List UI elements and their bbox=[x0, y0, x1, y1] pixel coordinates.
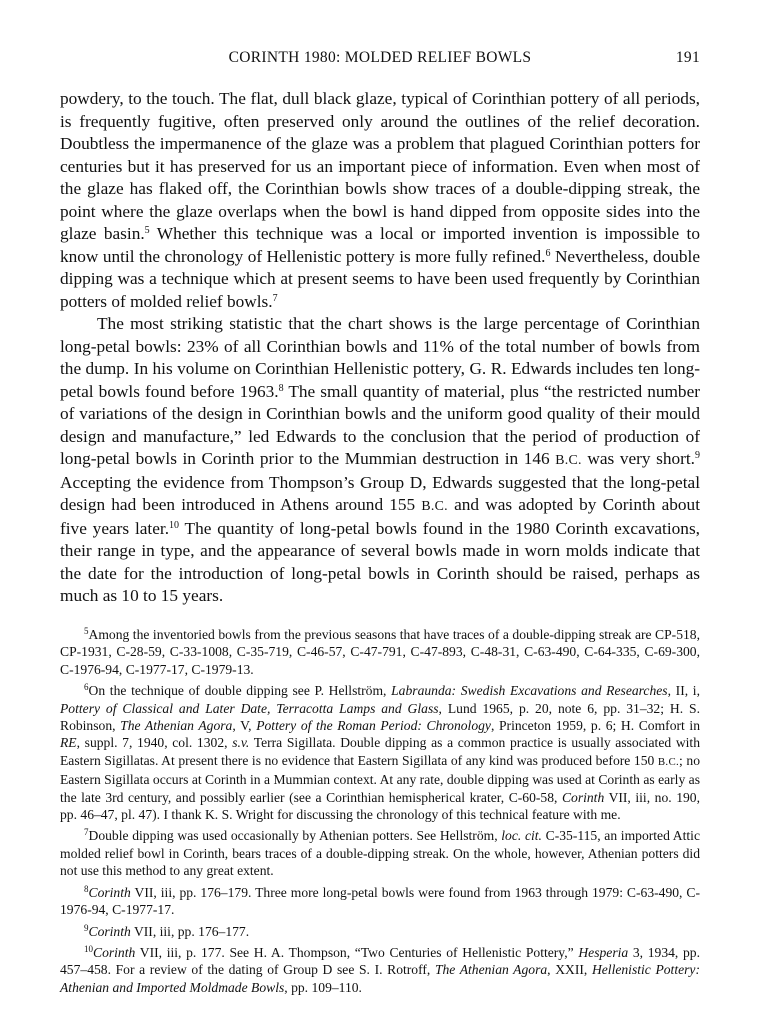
page-number: 191 bbox=[675, 49, 700, 66]
italic-abbrev: loc. cit. bbox=[501, 828, 542, 844]
italic-title: Corinth bbox=[88, 923, 131, 939]
footnote-10 bbox=[60, 944, 700, 996]
paragraph-1 bbox=[60, 88, 700, 313]
footnote-ref-7: 7 bbox=[272, 292, 278, 304]
footnotes bbox=[60, 626, 700, 1000]
footnote-number: 9 bbox=[84, 922, 89, 933]
footnote-text: Double dipping was used occasionally by Athenian potters. See Hellström, bbox=[88, 828, 502, 844]
footnote-text: VII, iii, pp. 176–177. bbox=[130, 923, 250, 939]
italic-title: Hesperia bbox=[578, 944, 629, 960]
footnote-text: , V, bbox=[232, 718, 257, 734]
footnote-number: 5 bbox=[84, 626, 89, 636]
footnote-text: VII, iii, p. 177. See H. A. Thompson, “Two Centuries of Hellenistic Pottery,” bbox=[135, 944, 579, 960]
footnote-text: , Lund 1965, p. 20, note 6, pp. 31–32; H. S. Robinson, bbox=[60, 700, 700, 734]
paragraph-2-text-c: was very short. bbox=[581, 449, 695, 468]
footnote-text: , XXII, bbox=[547, 962, 592, 978]
italic-title: Corinth bbox=[561, 789, 605, 805]
era-abbrev: B.C. bbox=[657, 755, 680, 768]
paragraph-2-text-d: Accepting the evidence from Thompson’s Group D, Edwards suggested that the long-petal design had been introduced in Athens around 155 bbox=[60, 472, 700, 514]
italic-title: Pottery of Classical and Later Date, Terracotta Lamps and Glass bbox=[60, 700, 439, 716]
footnote-number: 10 bbox=[84, 943, 93, 954]
footnote-text: , Princeton 1959, p. 6; H. Comfort in bbox=[490, 718, 700, 734]
footnote-text: On the technique of double dipping see P. Hellström, bbox=[88, 683, 392, 699]
paragraph-2 bbox=[60, 313, 700, 608]
footnote-text: VII, iii, pp. 176–179. Three more long-petal bowls were found from 1963 through 1979: C-63-490, C-1976-94, C-1977-17. bbox=[60, 884, 700, 918]
footnote-ref-6: 6 bbox=[545, 247, 551, 259]
era-abbrev: B.C. bbox=[555, 452, 582, 467]
paragraph-1-text-b: Whether this technique was a local or imported invention is impossible to know until the chronology of Hellenistic pottery is more fully refined. bbox=[60, 224, 700, 266]
footnote-6 bbox=[60, 682, 700, 823]
italic-title: Labraunda: Swedish Excavations and Researches bbox=[391, 683, 668, 699]
footnote-ref-8: 8 bbox=[278, 382, 284, 394]
running-header bbox=[60, 49, 700, 71]
paragraph-2-text-e: and was adopted by Corinth about five years later. bbox=[60, 495, 700, 538]
footnote-5 bbox=[60, 626, 700, 678]
footnote-9 bbox=[60, 923, 700, 940]
italic-title: Corinth bbox=[88, 884, 131, 900]
footnote-8 bbox=[60, 884, 700, 919]
paragraph-1-text-a: powdery, to the touch. The flat, dull black glaze, typical of Corinthian pottery of all periods, is frequently fugitive, often preserved only around the outlines of the relief decoration. Doubtless the impermanence of the glaze was a problem that plagued Corinthian potters for centuries but it has preserved for us an important piece of information. Even when most of the glaze has flaked off, the Corinthian bowls show traces of a double-dipping streak, the point where the glaze overlaps when the bowl is hand dipped from opposite sides into the glaze basin. bbox=[60, 89, 700, 243]
italic-title: The Athenian Agora bbox=[120, 718, 233, 734]
footnote-text: 3, 1934, pp. 457–458. For a review of the dating of Group D see S. I. Rotroff, bbox=[60, 944, 701, 978]
era-abbrev: B.C. bbox=[421, 498, 448, 513]
paragraph-1-text-c: Nevertheless, double dipping was a technique which at present seems to have been used frequently by Corinthian potters of molded relief bowls. bbox=[60, 246, 700, 311]
footnote-ref-5: 5 bbox=[144, 225, 150, 236]
italic-title: The Athenian Agora bbox=[434, 962, 548, 978]
footnote-text: , pp. 109–110. bbox=[284, 979, 362, 995]
italic-title: Hellenistic Pottery: Athenian and Imported Moldmade Bowls bbox=[60, 962, 700, 995]
footnote-7 bbox=[60, 827, 700, 879]
paragraph-2-text-b: The small quantity of material, plus “the restricted number of variations of the design in Corinthian bowls and the uniform good quality of their mould design and manufacture,” led Edwards to the conclusion that the period of production of long-petal bowls in Corinth prior to the Mummian destruction in 146 bbox=[60, 381, 700, 468]
footnote-text: Among the inventoried bowls from the previous seasons that have traces of a double-dipping streak are CP-518, CP-1931, C-28-59, C-33-1008, C-35-719, C-46-57, C-47-791, C-47-893, C-48-31, C-63-490, C-64-335, C-69-300, C-1976-94, C-1977-17, C-1979-13. bbox=[60, 627, 700, 677]
italic-title: Corinth bbox=[93, 944, 136, 960]
footnote-ref-9: 9 bbox=[695, 450, 700, 461]
footnote-number: 6 bbox=[84, 682, 89, 693]
footnote-number: 7 bbox=[84, 827, 89, 838]
footnote-text: Terra Sigillata. Double dipping as a common practice is usually associated with Eastern Sigillatas. At present there is no evidence that Eastern Sigillata of any kind was produced before 150 bbox=[60, 735, 700, 768]
italic-abbrev: s.v. bbox=[232, 735, 250, 751]
main-text bbox=[60, 88, 700, 608]
footnote-text: ; no Eastern Sigillata occurs at Corinth in a Mummian context. At any rate, double dipping was used at Corinth as early as the late 3rd century, and possibly earlier (see a Corinthian hemispherical krater, C-60-58, bbox=[60, 752, 700, 805]
footnote-ref-10: 10 bbox=[169, 519, 180, 531]
footnote-text: C-35-115, an imported Attic molded relief bowl in Corinth, bears traces of a double-dipping streak. On the whole, however, Athenian potters did not use this method to any great extent. bbox=[60, 828, 700, 879]
italic-title: RE bbox=[60, 735, 77, 751]
paragraph-2-text-f: The quantity of long-petal bowls found in the 1980 Corinth excavations, their range in type, and the appearance of several bowls made in worn molds indicate that the date for the introduction of long-petal bowls in Corinth should be raised, perhaps as much as 10 to 15 years. bbox=[60, 518, 700, 605]
footnote-text: , II, i, bbox=[667, 683, 700, 699]
footnote-number: 8 bbox=[84, 883, 89, 894]
italic-title: Pottery of the Roman Period: Chronology bbox=[256, 718, 491, 734]
paragraph-2-text-a: The most striking statistic that the chart shows is the large percentage of Corinthian long-petal bowls: 23% of all Corinthian bowls and 11% of the total number of bowls from the dump. In his volume on Corinthian Hellenistic pottery, G. R. Edwards includes ten long-petal bowls found before 1963. bbox=[60, 314, 700, 401]
footnote-text: , suppl. 7, 1940, col. 1302, bbox=[76, 735, 233, 751]
footnote-text: VII, iii, no. 190, pp. 46–47, pl. 47). I thank K. S. Wright for discussing the chronology of this technical feature with me. bbox=[60, 789, 700, 823]
running-head-title: CORINTH 1980: MOLDED RELIEF BOWLS bbox=[228, 49, 532, 66]
